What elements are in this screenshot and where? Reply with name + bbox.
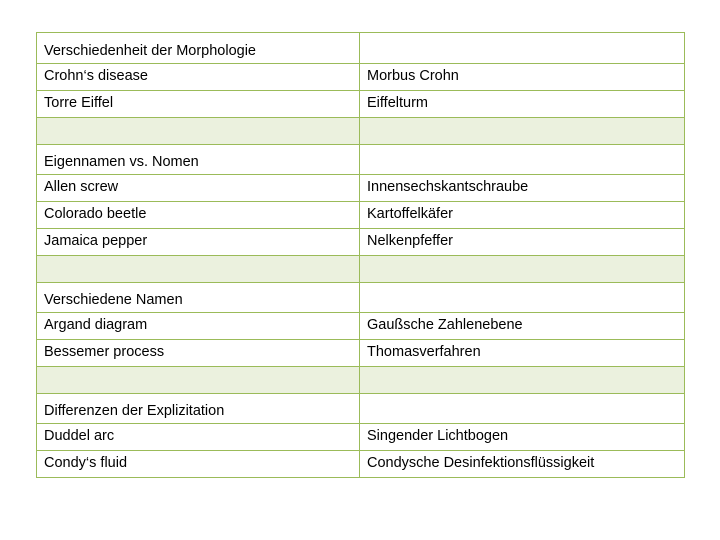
english-term: Duddel arc: [37, 424, 360, 451]
terminology-table: [36, 32, 685, 478]
english-term: Argand diagram: [37, 313, 360, 340]
section-header-row: [37, 145, 685, 175]
table-row: [37, 340, 685, 367]
german-term: Innensechskantschraube: [360, 175, 685, 202]
german-term: Eiffelturm: [360, 91, 685, 118]
english-term: Crohn‘s disease: [37, 64, 360, 91]
spacer-cell: [360, 367, 685, 394]
german-term: Thomasverfahren: [360, 340, 685, 367]
table-row: [37, 175, 685, 202]
spacer-row: [37, 118, 685, 145]
spacer-cell: [37, 367, 360, 394]
spacer-cell: [360, 256, 685, 283]
german-term: Morbus Crohn: [360, 64, 685, 91]
section-title: Verschiedene Namen: [37, 283, 360, 313]
german-term: Gaußsche Zahlenebene: [360, 313, 685, 340]
empty-cell: [360, 394, 685, 424]
spacer-cell: [37, 256, 360, 283]
table-row: [37, 424, 685, 451]
table-row: [37, 64, 685, 91]
spacer-row: [37, 367, 685, 394]
german-term: Singender Lichtbogen: [360, 424, 685, 451]
section-header-row: [37, 33, 685, 64]
section-title: Eigennamen vs. Nomen: [37, 145, 360, 175]
table-row: [37, 91, 685, 118]
spacer-cell: [360, 118, 685, 145]
table-row: [37, 202, 685, 229]
english-term: Condy‘s fluid: [37, 451, 360, 478]
empty-cell: [360, 283, 685, 313]
empty-cell: [360, 33, 685, 64]
german-term: Condysche Desinfektionsflüssigkeit: [360, 451, 685, 478]
german-term: Nelkenpfeffer: [360, 229, 685, 256]
section-header-row: [37, 394, 685, 424]
table-row: [37, 313, 685, 340]
spacer-cell: [37, 118, 360, 145]
table-row: [37, 451, 685, 478]
english-term: Torre Eiffel: [37, 91, 360, 118]
english-term: Colorado beetle: [37, 202, 360, 229]
spacer-row: [37, 256, 685, 283]
english-term: Jamaica pepper: [37, 229, 360, 256]
section-title: Differenzen der Explizitation: [37, 394, 360, 424]
terminology-table-body: [37, 33, 685, 478]
section-header-row: [37, 283, 685, 313]
section-title: Verschiedenheit der Morphologie: [37, 33, 360, 64]
empty-cell: [360, 145, 685, 175]
english-term: Bessemer process: [37, 340, 360, 367]
english-term: Allen screw: [37, 175, 360, 202]
table-row: [37, 229, 685, 256]
german-term: Kartoffelkäfer: [360, 202, 685, 229]
